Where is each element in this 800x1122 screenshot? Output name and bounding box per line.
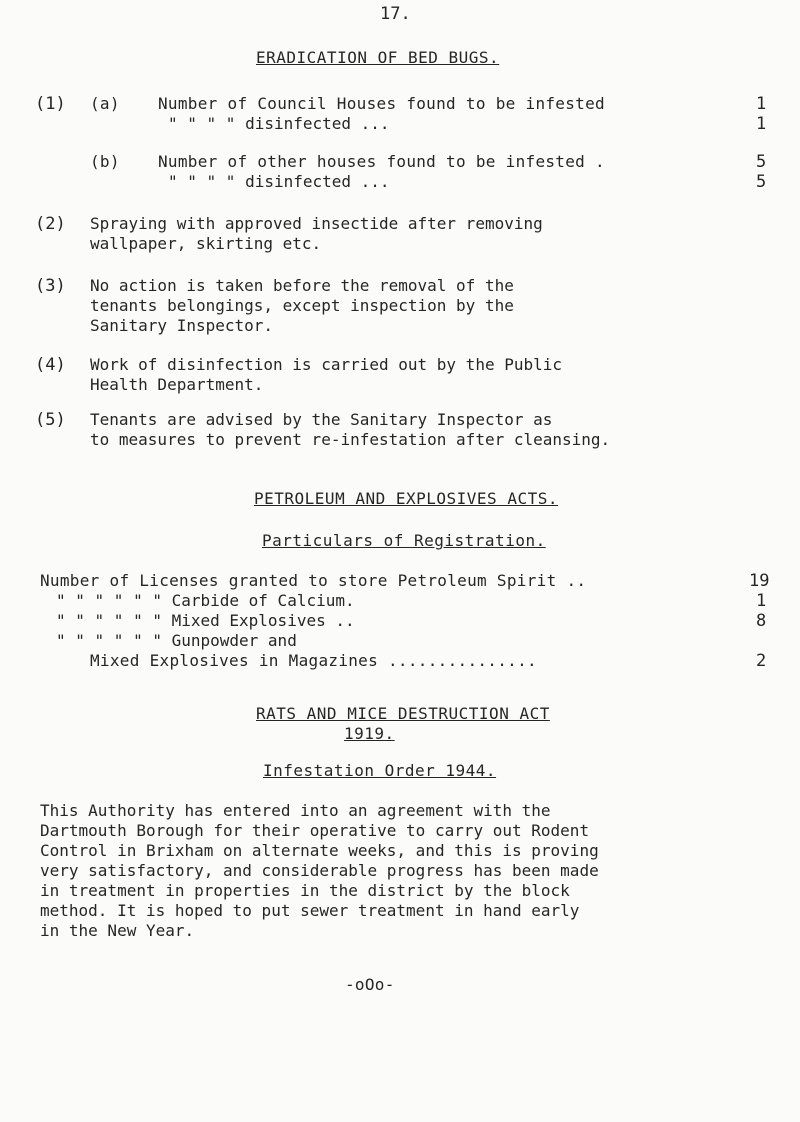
page-number: 17. bbox=[380, 4, 411, 24]
infestation-order-subheading: Infestation Order 1944. bbox=[263, 761, 497, 780]
petroleum-row-1: Number of Licenses granted to store Petroleum Spirit .. bbox=[40, 571, 587, 590]
petroleum-row-3: " " " " " " Mixed Explosives .. bbox=[56, 611, 355, 630]
item-1a-line2-value: 1 bbox=[756, 114, 767, 134]
petroleum-row-5-value: 2 bbox=[756, 651, 767, 671]
item-3-text: No action is taken before the removal of the tenants belongings, except inspection by the Sanitary Inspector. bbox=[90, 276, 514, 335]
item-4-text: Work of disinfection is carried out by the Public Health Department. bbox=[90, 355, 563, 394]
item-1b-line2-value: 5 bbox=[756, 172, 767, 192]
item-1a-line1: Number of Council Houses found to be infested bbox=[158, 94, 605, 113]
item-1b-label: (b) bbox=[90, 152, 120, 171]
registration-subheading: Particulars of Registration. bbox=[262, 531, 546, 550]
item-4-number: (4) bbox=[35, 355, 66, 375]
item-1a-label: (a) bbox=[90, 94, 120, 113]
rats-heading: RATS AND MICE DESTRUCTION ACT bbox=[256, 704, 550, 723]
petroleum-row-4: " " " " " " Gunpowder and bbox=[56, 631, 297, 650]
petroleum-row-5: Mixed Explosives in Magazines ............... bbox=[90, 651, 537, 670]
item-1b-line2: " " " " disinfected ... bbox=[168, 172, 390, 191]
item-3-number: (3) bbox=[35, 276, 66, 296]
item-1a-line1-value: 1 bbox=[756, 94, 767, 114]
petroleum-row-3-value: 8 bbox=[756, 611, 767, 631]
rodent-control-paragraph: This Authority has entered into an agreement with the Dartmouth Borough for their operative to carry out Rodent Control in Brixham on alternate weeks, and this is proving very satisfactory, and considerable progress has been made in treatment in properties in the district by the block method. It is hoped to put sewer treatment in hand early in the New Year. bbox=[40, 801, 599, 940]
item-5-number: (5) bbox=[35, 410, 66, 430]
item-1b-line1: Number of other houses found to be infested . bbox=[158, 152, 605, 171]
item-1-number: (1) bbox=[35, 94, 66, 114]
petroleum-heading: PETROLEUM AND EXPLOSIVES ACTS. bbox=[254, 489, 558, 508]
item-2-number: (2) bbox=[35, 214, 66, 234]
petroleum-row-2-value: 1 bbox=[756, 591, 767, 611]
item-1b-line1-value: 5 bbox=[756, 152, 767, 172]
item-2-text: Spraying with approved insectide after removing wallpaper, skirting etc. bbox=[90, 214, 543, 253]
item-5-text: Tenants are advised by the Sanitary Inspector as to measures to prevent re-infestation after cleansing. bbox=[90, 410, 611, 449]
petroleum-row-1-value: 19 bbox=[749, 571, 770, 591]
end-mark: -oOo- bbox=[345, 975, 395, 994]
petroleum-row-2: " " " " " " Carbide of Calcium. bbox=[56, 591, 355, 610]
bed-bugs-heading: ERADICATION OF BED BUGS. bbox=[256, 48, 500, 67]
item-1a-line2: " " " " disinfected ... bbox=[168, 114, 390, 133]
rats-heading-year: 1919. bbox=[344, 724, 395, 743]
